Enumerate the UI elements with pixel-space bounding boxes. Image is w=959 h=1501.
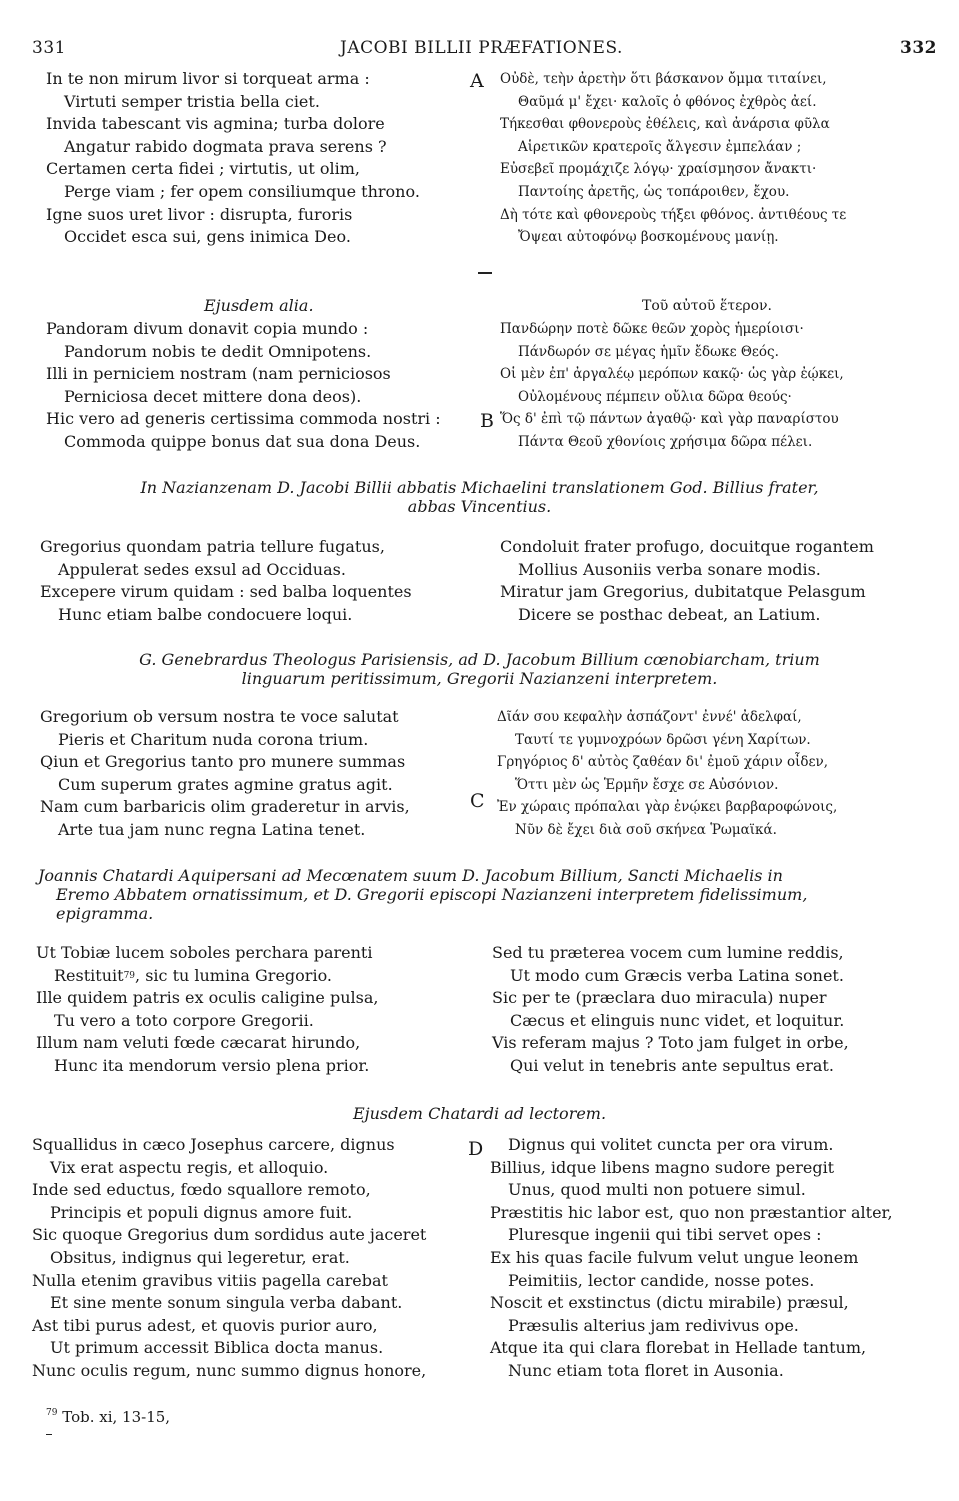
verse-line: Miratur jam Gregorius, dubitatque Pelasgum <box>500 582 866 602</box>
verse-line: Appulerat sedes exsul ad Occiduas. <box>58 559 346 579</box>
poem6-title: Ejusdem Chatardi ad lectorem. <box>352 1104 607 1123</box>
verse-line: Mollius Ausoniis verba sonare modis. <box>518 559 821 579</box>
verse-line: Pluresque ingenii qui tibi servet opes : <box>508 1225 822 1245</box>
verse-line: Occidet esca sui, gens inimica Deo. <box>64 227 351 247</box>
greek-verse-line: Νῦν δὲ ἔχει διὰ σοῦ σκήνεα Ῥωμαϊκά. <box>515 821 777 838</box>
verse-line: Pandoram divum donavit copia mundo : <box>46 319 369 338</box>
greek-verse-line: Ὅττι μὲν ὡς Ἑρμῆν ἔσχε σε Αὐσόνιον. <box>515 776 779 793</box>
verse-line: Nunc oculis regum, nunc summo dignus honore, <box>32 1360 427 1380</box>
verse-line: Ex his quas facile fulvum velut ungue leonem <box>490 1247 859 1267</box>
verse-line: Atque ita qui clara florebat in Hellade tantum, <box>490 1338 867 1358</box>
poem5-right <box>492 942 849 1078</box>
greek-verse-line: Γρηγόριος δ' αὐτὸς ζαθέαν δι' ἐμοῦ χάριν οἶδεν, <box>497 754 829 771</box>
verse-line: Cæcus et elinguis nunc videt, et loquitur. <box>510 1010 845 1030</box>
verse-line: Et sine mente sonum singula verba dabant. <box>50 1293 403 1313</box>
verse-line: Perge viam ; fer opem consiliumque throno. <box>64 181 420 201</box>
footnote <box>46 1408 170 1426</box>
footnote-text: Tob. xi, 13-15, <box>62 1408 171 1426</box>
poem3-left <box>40 536 412 626</box>
greek-verse-line: Ταυτί τε γυμνοχρόων δρῶσι γένη Χαρίτων. <box>515 731 811 748</box>
poem1-latin <box>46 68 420 249</box>
verse-line: Pandorum nobis te dedit Omnipotens. <box>64 341 372 361</box>
footnote-dash <box>46 1434 52 1435</box>
verse-line: Ut primum accessit Biblica docta manus. <box>50 1338 384 1358</box>
running-title: JACOBI BILLII PRÆFATIONES. <box>340 38 623 58</box>
section-dash <box>478 272 492 274</box>
poem5-title-line2: Eremo Abbatem ornatissimum, et D. Gregorii episcopi Nazianzeni interpretem fidelissimum, <box>56 885 808 904</box>
verse-line: Præsulis alterius jam redivivus ope. <box>508 1315 799 1335</box>
poem3-title-line1: In Nazianzenam D. Jacobi Billii abbatis Michaelini translationem God. Billius frater, <box>140 478 819 497</box>
poem3-right <box>500 536 874 626</box>
verse-line: Virtuti semper tristia bella ciet. <box>64 91 320 111</box>
poem4-greek <box>497 706 837 842</box>
greek-verse-line: Πανδώρην ποτὲ δῶκε θεῶν χορὸς ἡμερίοισι· <box>500 321 804 337</box>
verse-line: Angatur rabido dogmata prava serens ? <box>64 136 387 156</box>
greek-verse-line: Ὅς δ' ἐπὶ τῷ πάντων ἀγαθῷ· καὶ γὰρ παναρίστου <box>500 411 839 428</box>
greek-verse-line: Τήκεσθαι φθονεροὺς ἐθέλεις, καὶ ἀνάρσια φῦλα <box>500 116 830 133</box>
poem2-title-greek: Τοῦ αὐτοῦ ἕτερον. <box>642 298 772 314</box>
verse-line: Hunc etiam balbe condocuere loqui. <box>58 604 353 624</box>
verse-line: Gregorium ob versum nostra te voce salutat <box>40 707 399 726</box>
verse-line: Ut modo cum Græcis verba Latina sonet. <box>510 965 844 985</box>
verse-line: Principis et populi dignus amore fuit. <box>50 1202 353 1222</box>
verse-line: Sic per te (præclara duo miracula) nuper <box>492 988 827 1008</box>
right-page-number: 332 <box>900 38 937 58</box>
left-page-number: 331 <box>32 38 66 58</box>
verse-line: Sed tu præterea vocem cum lumine reddis, <box>492 943 844 962</box>
poem6-right <box>490 1134 893 1383</box>
greek-verse-line: Πάνδωρόν σε μέγας ἡμῖν ἔδωκε Θεός. <box>518 343 779 360</box>
verse-line: Ast tibi purus adest, et quovis purior auro, <box>32 1315 378 1335</box>
verse-line: Ut Tobiæ lucem soboles perchara parenti <box>36 943 373 962</box>
margin-letter-a: A <box>470 70 484 92</box>
greek-verse-line: Αἱρετικῶν κρατεροῖς ἄλγεσιν ἐμπελάαν ; <box>518 138 802 155</box>
verse-line: Inde sed eductus, fœdo squallore remoto, <box>32 1180 371 1200</box>
verse-line: Vis referam majus ? Toto jam fulget in orbe, <box>492 1033 849 1053</box>
verse-line: Cum superum grates agmine gratus agit. <box>58 774 393 794</box>
verse-line: Condoluit frater profugo, docuitque rogantem <box>500 537 874 556</box>
poem5-left <box>36 942 378 1078</box>
poem4-latin <box>40 706 410 842</box>
greek-verse-line: Ὄψεαι αὐτοφόνῳ βοσκομένους μανίῃ. <box>518 229 779 246</box>
verse-line: Vix erat aspectu regis, et alloquio. <box>50 1157 329 1177</box>
verse-line: Dicere se posthac debeat, an Latium. <box>518 604 821 624</box>
footnote-mark: 79 <box>123 970 136 981</box>
verse-line: Hunc ita mendorum versio plena prior. <box>54 1055 370 1075</box>
verse-fragment: Restituit <box>54 965 124 985</box>
verse-line: Tu vero a toto corpore Gregorii. <box>54 1010 314 1030</box>
greek-verse-line: Οὐλομένους πέμπειν οὔλια δῶρα θεούς· <box>518 388 792 405</box>
poem2-greek <box>500 318 844 454</box>
poem6-left <box>32 1134 426 1383</box>
verse-line: Hic vero ad generis certissima commoda nostri : <box>46 409 441 429</box>
verse-line: Illum nam veluti fœde cæcarat hirundo, <box>36 1033 361 1053</box>
verse-fragment: , sic tu lumina Gregorio. <box>135 965 332 985</box>
verse-line <box>36 965 378 988</box>
greek-verse-line: Δὴ τότε καὶ φθονεροὺς τήξει φθόνος. ἀντιθέους τε <box>500 206 847 223</box>
poem2-latin <box>46 318 441 454</box>
verse-line: Igne suos uret livor : disrupta, furoris <box>46 204 353 224</box>
greek-verse-line: Παντοίης ἀρετῆς, ὡς τοπάροιθεν, ἔχου. <box>518 183 790 200</box>
verse-line: Excepere virum quidam : sed balba loquentes <box>40 582 412 602</box>
greek-verse-line: Οὐδὲ, τεὴν ἀρετὴν ὅτι βάσκανον ὄμμα τιταίνει, <box>500 71 827 87</box>
verse-line: Unus, quod multi non potuere simul. <box>508 1180 806 1200</box>
margin-letter-b: B <box>480 410 494 432</box>
verse-line: Qiun et Gregorius tanto pro munere summas <box>40 752 406 772</box>
margin-letter-d: D <box>468 1138 484 1160</box>
poem1-greek <box>500 68 846 249</box>
verse-line: Nulla etenim gravibus vitiis pagella carebat <box>32 1270 388 1290</box>
verse-line: Illi in perniciem nostram (nam perniciosos <box>46 364 391 384</box>
verse-line: Noscit et exstinctus (dictu mirabile) præsul, <box>490 1293 849 1313</box>
greek-verse-line: Δῖάν σου κεφαλὴν ἀσπάζοντ' ἐννέ' ἀδελφαί, <box>497 709 802 725</box>
verse-line: Nunc etiam tota floret in Ausonia. <box>508 1360 784 1380</box>
verse-line: Nam cum barbaricis olim graderetur in arvis, <box>40 797 410 817</box>
margin-letter-c: C <box>470 790 485 812</box>
poem4-title-line1: G. Genebrardus Theologus Parisiensis, ad D. Jacobum Billium cœnobiarcham, trium <box>139 650 820 669</box>
poem4-title-line2: linguarum peritissimum, Gregorii Nazianzeni interpretem. <box>241 669 718 688</box>
footnote-mark: 79 <box>46 1408 58 1418</box>
greek-verse-line: Θαῦμά μ' ἔχει· καλοῖς ὁ φθόνος ἐχθρὸς ἀεί. <box>518 93 817 110</box>
verse-line: Billius, idque libens magno sudore peregit <box>490 1157 835 1177</box>
poem5-title-line3: epigramma. <box>56 904 154 923</box>
verse-line: Ille quidem patris ex oculis caligine pulsa, <box>36 988 379 1008</box>
verse-line: Gregorius quondam patria tellure fugatus, <box>40 537 385 556</box>
verse-line: Squallidus in cæco Josephus carcere, dignus <box>32 1135 395 1154</box>
verse-line: Præstitis hic labor est, quo non præstantior alter, <box>490 1202 893 1222</box>
poem2-title-latin: Ejusdem alia. <box>204 296 314 315</box>
verse-line: Dignus qui volitet cuncta per ora virum. <box>508 1135 834 1154</box>
verse-line: Invida tabescant vis agmina; turba dolore <box>46 114 385 134</box>
greek-verse-line: Εὐσεβεῖ προμάχιζε λόγῳ· χραίσμησον ἄνακτι· <box>500 161 817 178</box>
greek-verse-line: Πάντα Θεοῦ χθονίοις χρήσιμα δῶρα πέλει. <box>518 433 813 450</box>
verse-line: Peimitiis, lector candide, nosse potes. <box>508 1270 815 1290</box>
verse-line: Obsitus, indignus qui legeretur, erat. <box>50 1247 350 1267</box>
verse-line: Perniciosa decet mittere dona deos). <box>64 386 362 406</box>
greek-verse-line: Οἱ μὲν ἐπ' ἀργαλέῳ μερόπων κακῷ· ὡς γὰρ ἐῴκει, <box>500 366 844 383</box>
verse-line: Sic quoque Gregorius dum sordidus aute jaceret <box>32 1225 427 1245</box>
poem5-title-line1: Joannis Chatardi Aquipersani ad Mecœnatem suum D. Jacobum Billium, Sancti Michaelis in <box>38 866 783 885</box>
verse-line: Pieris et Charitum nuda corona trium. <box>58 729 369 749</box>
verse-line: Commoda quippe bonus dat sua dona Deus. <box>64 431 421 451</box>
verse-line: Arte tua jam nunc regna Latina tenet. <box>58 819 366 839</box>
verse-line: Qui velut in tenebris ante sepultus erat. <box>510 1055 834 1075</box>
verse-line: In te non mirum livor si torqueat arma : <box>46 69 370 88</box>
verse-line: Certamen certa fidei ; virtutis, ut olim, <box>46 159 360 179</box>
greek-verse-line: Ἐν χώραις πρόπαλαι γὰρ ἐνῴκει βαρβαροφώνοις, <box>497 799 838 816</box>
poem3-title-line2: abbas Vincentius. <box>407 497 552 516</box>
